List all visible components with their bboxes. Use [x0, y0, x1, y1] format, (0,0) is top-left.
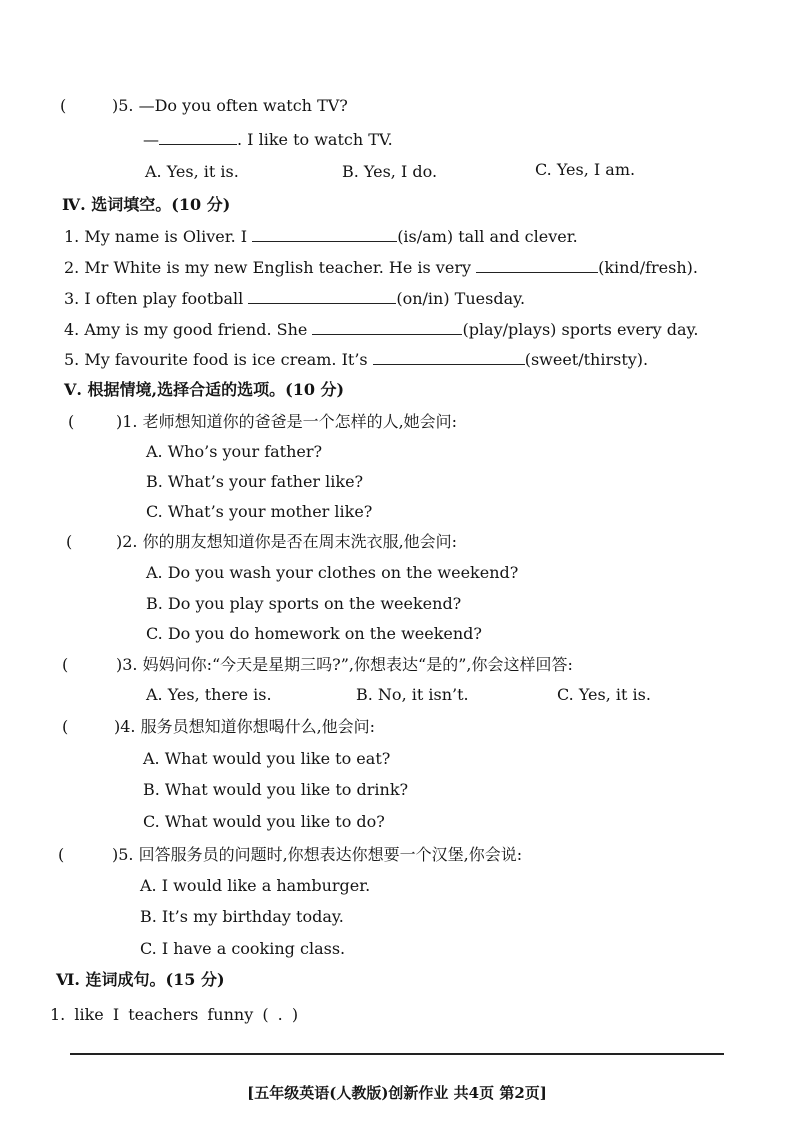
answer-paren-open: ( [60, 96, 67, 115]
s5-q5-option-c: C. I have a cooking class. [140, 939, 346, 958]
s5-q4-option-c: C. What would you like to do? [143, 812, 385, 831]
s5-q5-text: )5. 回答服务员的问题时,你想表达你想要一个汉堡,你会说: [112, 845, 523, 864]
s4-item-3: 3. I often play football (on/in) Tuesday. [64, 289, 526, 308]
answer-paren-open: ( [66, 532, 73, 551]
s4-item-1: 1. My name is Oliver. I (is/am) tall and clever. [64, 227, 578, 246]
s5-q2-option-b: B. Do you play sports on the weekend? [146, 594, 462, 613]
s4-item-5: 5. My favourite food is ice cream. It’s (sweet/thirsty). [64, 350, 649, 369]
s5-q1-option-c: C. What’s your mother like? [146, 502, 373, 521]
answer-paren-open: ( [68, 412, 75, 431]
answer-paren-open: ( [62, 655, 69, 674]
s5-q4-option-a: A. What would you like to eat? [143, 749, 391, 768]
answer-paren-open: ( [58, 845, 65, 864]
s5-q1-option-a: A. Who’s your father? [146, 442, 323, 461]
s4-item-4: 4. Amy is my good friend. She (play/plays) sports every day. [64, 320, 699, 339]
s5-q4-text: )4. 服务员想知道你想喝什么,他会问: [114, 717, 376, 736]
s5-q3-option-a: A. Yes, there is. [146, 685, 272, 704]
s5-q3-text: )3. 妈妈问你:“今天是星期三吗?”,你想表达“是的”,你会这样回答: [116, 655, 573, 674]
fill-blank[interactable] [248, 289, 396, 304]
s3-q5-question: )5. —Do you often watch TV? [112, 96, 348, 115]
fill-blank[interactable] [373, 350, 525, 365]
s5-q3-option-c: C. Yes, it is. [557, 685, 651, 704]
fill-blank[interactable] [476, 258, 598, 273]
s5-q5-option-a: A. I would like a hamburger. [140, 876, 371, 895]
answer-paren-open: ( [62, 717, 69, 736]
s5-q4-option-b: B. What would you like to drink? [143, 780, 409, 799]
s3-q5-option-b: B. Yes, I do. [342, 162, 438, 181]
fill-blank[interactable] [252, 227, 397, 242]
section-6-heading: Ⅵ. 连词成句。(15 分) [56, 970, 225, 989]
s3-q5-option-c: C. Yes, I am. [535, 160, 636, 179]
section-4-heading: Ⅳ. 选词填空。(10 分) [62, 195, 231, 214]
s6-item-1: 1. like I teachers funny ( . ) [50, 1005, 299, 1024]
s3-q5-answer-line: — . I like to watch TV. [143, 130, 393, 149]
s5-q1-option-b: B. What’s your father like? [146, 472, 364, 491]
fill-blank[interactable] [312, 320, 462, 335]
s5-q2-option-a: A. Do you wash your clothes on the weekend? [146, 563, 519, 582]
s5-q2-text: )2. 你的朋友想知道你是否在周末洗衣服,他会问: [116, 532, 458, 551]
answer-blank[interactable] [159, 130, 237, 145]
section-5-heading: Ⅴ. 根据情境,选择合适的选项。(10 分) [64, 380, 345, 399]
s5-q5-option-b: B. It’s my birthday today. [140, 907, 344, 926]
s5-q1-text: )1. 老师想知道你的爸爸是一个怎样的人,她会问: [116, 412, 458, 431]
s5-q2-option-c: C. Do you do homework on the weekend? [146, 624, 482, 643]
footer-divider [70, 1053, 724, 1055]
s3-q5-option-a: A. Yes, it is. [145, 162, 239, 181]
s5-q3-option-b: B. No, it isn’t. [356, 685, 469, 704]
s4-item-2: 2. Mr White is my new English teacher. He is very (kind/fresh). [64, 258, 698, 277]
page-footer: [五年级英语(人教版)创新作业 共4页 第2页] [247, 1084, 547, 1102]
